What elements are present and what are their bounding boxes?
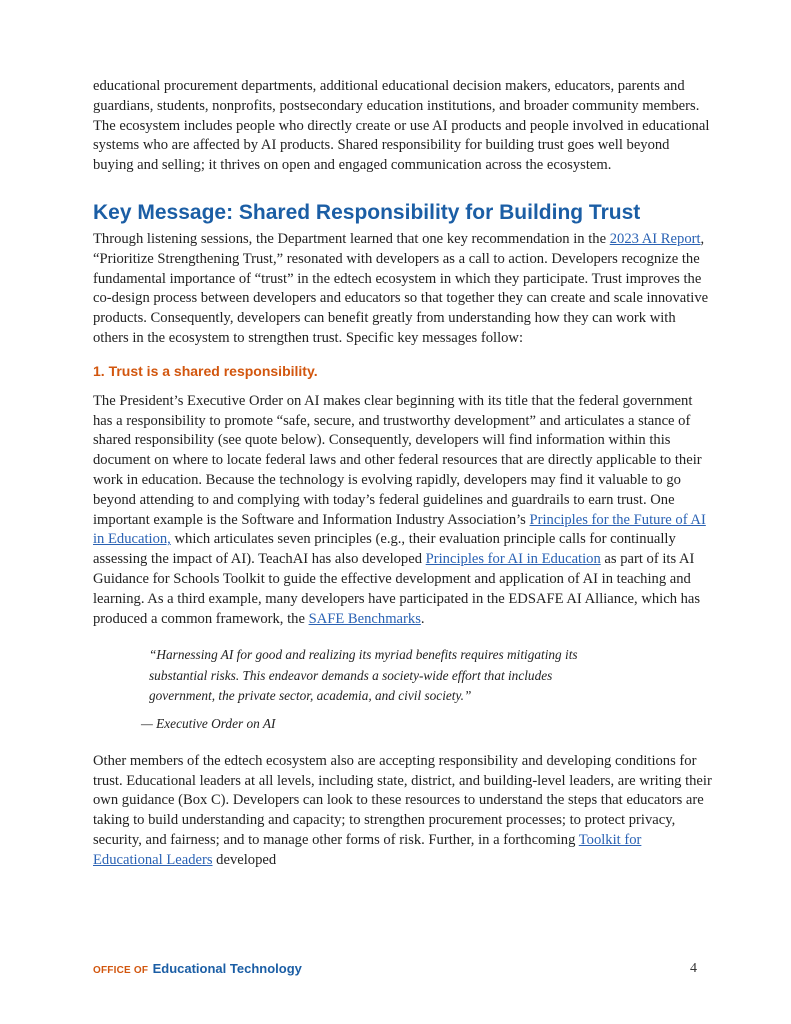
final-text: Other members of the edtech ecosystem also are accepting responsibility and developing conditions for trust. Educational leaders at all levels, including state, district, and building-level leaders, are writing their own guidance (Box C). Developers can look to these resources to understand the steps that educators are taking to build understanding and capacity; to strengthen procurement processes; to protect privacy, security, and fairness; and to manage other forms of risk. Further, in a forthcoming bbox=[93, 752, 712, 849]
footer-tech-label: Educational Technology bbox=[152, 961, 302, 976]
trust-text-before-link: Through listening sessions, the Department learned that one key recommendation in the bbox=[93, 230, 610, 247]
final-paragraph bbox=[93, 752, 713, 871]
toolkit-link[interactable]: Toolkit for Educational Leaders bbox=[93, 832, 642, 868]
trust-text-after-link: , “Prioritize Strengthening Trust,” resonated with developers as a call to action. Developers recognize the fundamental importance of “trust” in the edtech ecosystem in which they participate. Trust improves the co-design process between developers and educators so that together they can create and scale innovative products. Consequently, developers can benefit greatly from understanding how they can work with others in the ecosystem to strengthen trust. Specific key messages follow: bbox=[93, 230, 709, 346]
shared-text-2: which articulates seven principles (e.g., their evaluation principle calls for continually assessing the impact of AI). TeachAI has also developed bbox=[93, 531, 676, 568]
quote-attribution: — Executive Order on AI bbox=[141, 715, 276, 731]
final-text-after-link: developed bbox=[212, 851, 277, 868]
ai-report-link[interactable]: 2023 AI Report bbox=[609, 230, 701, 247]
section-heading: Key Message: Shared Responsibility for Building Trust bbox=[93, 200, 641, 224]
shared-text-1: The President’s Executive Order on AI makes clear beginning with its title that the federal government has a responsibility to promote “safe, secure, and trustworthy development” and articulates a stance of shared responsibility (see quote below). Consequently, developers will find information within this document on where to locate federal laws and other federal resources that are directly applicable to their work in education. Because the technology is evolving rapidly, developers may find it valuable to go beyond attending to and complying with today’s federal guidelines and guardrails to earn trust. One important example is the Software and Information Industry Association’s bbox=[93, 392, 702, 528]
footer-office-label: OFFICE OF bbox=[93, 965, 149, 976]
shared-text-3: as part of its AI Guidance for Schools Toolkit to guide the effective development and application of AI in teaching and learning. As a third example, many developers have participated in the EDSAFE AI Alliance, which has produced a common framework, the bbox=[93, 551, 701, 627]
executive-order-quote bbox=[149, 645, 619, 707]
safe-benchmarks-link[interactable]: SAFE Benchmarks bbox=[308, 610, 421, 627]
footer-logo bbox=[93, 960, 302, 978]
shared-text-4: . bbox=[420, 610, 425, 627]
page-number: 4 bbox=[690, 961, 697, 976]
trust-paragraph bbox=[93, 230, 713, 349]
intro-paragraph: educational procurement departments, additional educational decision makers, educators, parents and guardians, students, nonprofits, postsecondary education institutions, and broader community members. The ecosystem includes people who directly create or use AI products and people involved in educational systems who are affected by AI products. Shared responsibility for building trust goes well beyond buying and selling; it thrives on open and engaged communication across the ecosystem. bbox=[93, 78, 710, 174]
document-page bbox=[93, 77, 713, 871]
shared-responsibility-paragraph bbox=[93, 392, 713, 630]
subheading-trust-shared: 1. Trust is a shared responsibility. bbox=[93, 362, 318, 379]
quote-text: “Harnessing AI for good and realizing its myriad benefits requires mitigating its substantial risks. This endeavor demands a society-wide effort that includes government, the private sector, academia, and civil society.” bbox=[149, 647, 578, 704]
siia-principles-link[interactable]: Principles for the Future of AI in Education, bbox=[93, 511, 706, 548]
teachai-principles-link[interactable]: Principles for AI in Education bbox=[425, 551, 601, 568]
